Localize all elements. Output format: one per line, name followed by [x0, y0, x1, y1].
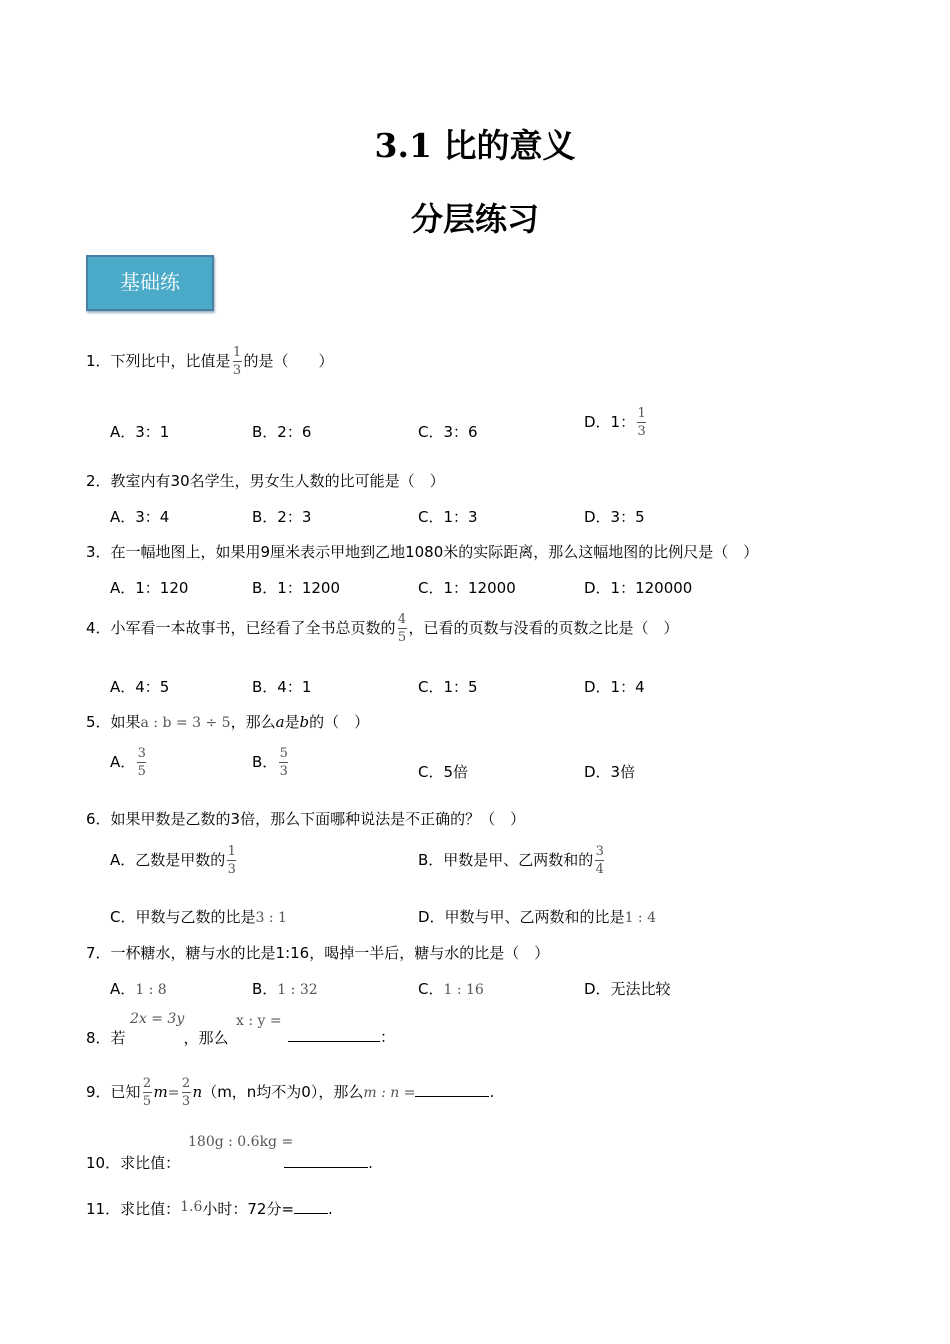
math-expression: m : n = — [363, 1085, 416, 1101]
option-b[interactable]: B．1：1200 — [252, 579, 341, 597]
option-a[interactable]: A．3：4 — [110, 508, 170, 526]
math-expression: 1 : 4 — [624, 910, 656, 926]
fraction: $\frac{2}{3}$ — [181, 1076, 191, 1109]
question-6: 6．如果甲数是乙数的3倍，那么下面哪种说法是不正确的？（ ） — [86, 810, 526, 828]
option-d[interactable]: D．无法比较 — [584, 980, 671, 998]
option-b[interactable]: B．4：1 — [252, 678, 312, 696]
option-c[interactable]: C．甲数与乙数的比是3 : 1 — [110, 908, 287, 926]
option-d[interactable]: D．1： $\frac{1}{3}$ — [584, 406, 646, 439]
question-5: 5．如果a : b = 3 ÷ 5，那么a是b的（ ） — [86, 713, 370, 731]
fraction: $\frac{3}{5}$ — [137, 746, 146, 779]
option-a[interactable]: A．1 : 8 — [110, 980, 167, 998]
question-1: 1．下列比中，比值是 $\frac{1}{3}$ 的是（ ） — [86, 345, 334, 378]
option-d[interactable]: D．3倍 — [584, 763, 636, 781]
option-d[interactable]: D．3：5 — [584, 508, 645, 526]
option-c[interactable]: C．5倍 — [418, 763, 469, 781]
math-expression: 2x = 3y — [130, 1011, 185, 1027]
option-c[interactable]: C．1：3 — [418, 508, 478, 526]
option-b[interactable]: B．甲数是甲、乙两数和的 $\frac{3}{4}$ — [418, 844, 604, 877]
option-a[interactable]: A．4：5 — [110, 678, 170, 696]
fraction: $\frac{1}{3}$ — [232, 345, 242, 378]
fraction: $\frac{1}{3}$ — [227, 844, 236, 877]
option-c[interactable]: C．3：6 — [418, 423, 478, 441]
option-c[interactable]: C．1：5 — [418, 678, 478, 696]
fraction: $\frac{5}{3}$ — [279, 746, 288, 779]
option-b[interactable]: B． $\frac{5}{3}$ — [252, 746, 288, 779]
option-a[interactable]: A．乙数是甲数的 $\frac{1}{3}$ — [110, 844, 236, 877]
option-c[interactable]: C．1：12000 — [418, 579, 516, 597]
page-subtitle: 分层练习 — [410, 200, 539, 238]
option-b[interactable]: B．2：6 — [252, 423, 312, 441]
question-8: 8．若 ，那么 — [86, 1029, 229, 1047]
fraction: $\frac{1}{3}$ — [637, 406, 646, 439]
option-a[interactable]: A． $\frac{3}{5}$ — [110, 746, 146, 779]
math-expression: 1.6 — [180, 1199, 203, 1215]
option-a[interactable]: A．3：1 — [110, 423, 170, 441]
option-a[interactable]: A．1：120 — [110, 579, 189, 597]
answer-blank[interactable] — [294, 1199, 328, 1214]
option-d[interactable]: D．甲数与甲、乙两数和的比是1 : 4 — [418, 908, 656, 926]
math-expression: 180g : 0.6kg = — [188, 1134, 294, 1150]
option-c[interactable]: C．1 : 16 — [418, 980, 484, 998]
question-9: 9．已知 $\frac{2}{5}$ m= $\frac{2}{3}$ n（m，n均不为0），那么m : n = . — [86, 1076, 495, 1109]
option-b[interactable]: B．2：3 — [252, 508, 312, 526]
option-d[interactable]: D．1：120000 — [584, 579, 693, 597]
fraction: $\frac{2}{5}$ — [142, 1076, 152, 1109]
question-11: 11．求比值：1.6小时：72分= . — [86, 1199, 333, 1218]
answer-blank[interactable]: ： — [288, 1026, 395, 1047]
question-7: 7．一杯糖水，糖与水的比是1:16，喝掉一半后，糖与水的比是（ ） — [86, 944, 550, 962]
math-expression: x : y = — [236, 1013, 282, 1029]
fraction: $\frac{4}{5}$ — [397, 612, 407, 645]
question-10: 10．求比值： . — [86, 1154, 373, 1172]
answer-blank[interactable] — [284, 1153, 368, 1168]
option-d[interactable]: D．1：4 — [584, 678, 645, 696]
question-4: 4．小军看一本故事书，已经看了全书总页数的 $\frac{4}{5}$ ，已看的页数与没看的页数之比是（ ） — [86, 612, 679, 645]
option-b[interactable]: B．1 : 32 — [252, 980, 318, 998]
answer-blank[interactable] — [415, 1082, 489, 1097]
section-badge: 基础练 — [86, 255, 214, 311]
question-2: 2．教室内有30名学生，男女生人数的比可能是（ ） — [86, 472, 445, 490]
page-title: 3.1 比的意义 — [374, 126, 576, 165]
math-expression: 3 : 1 — [255, 910, 287, 926]
fraction: $\frac{3}{4}$ — [595, 844, 604, 877]
math-expression: a : b = 3 ÷ 5 — [140, 715, 231, 731]
question-3: 3．在一幅地图上，如果用9厘米表示甲地到乙地1080米的实际距离，那么这幅地图的比例尺是（ ） — [86, 543, 759, 561]
